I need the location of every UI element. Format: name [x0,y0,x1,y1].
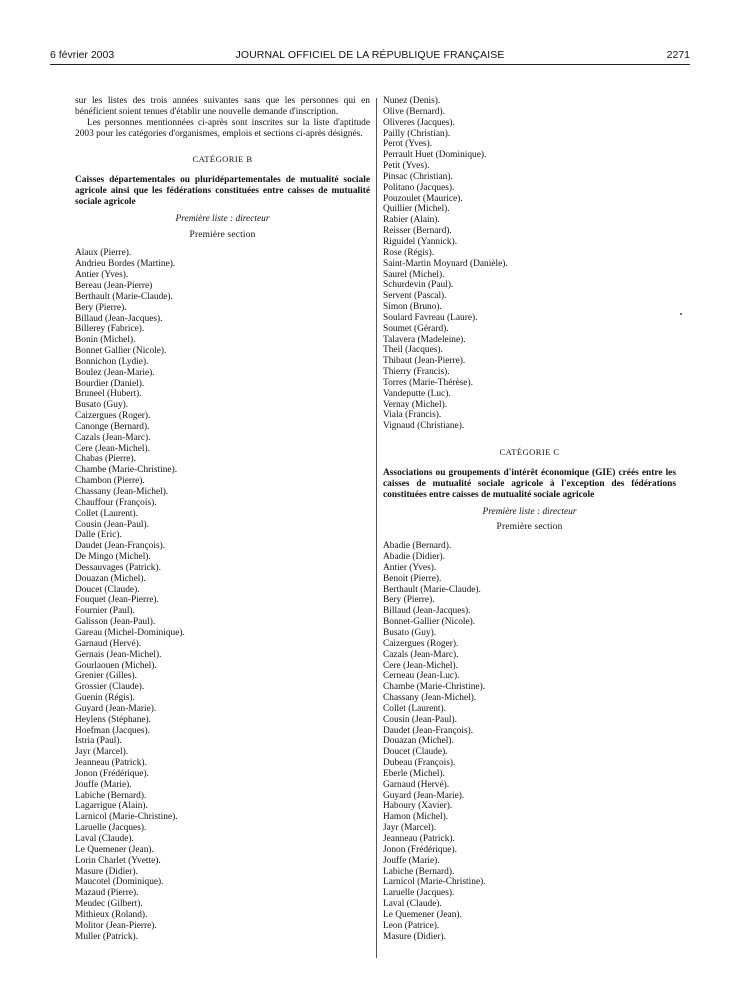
name-entry: Chambon (Pierre). [75,476,145,487]
name-entry: Berthault (Marie-Claude). [383,584,481,595]
name-entry: Dessauvages (Patrick). [75,562,161,573]
name-entry: Andrieu Bordes (Martine). [75,259,176,270]
name-entry: Fournier (Paul). [75,606,135,617]
name-entry: Jonon (Frédérique). [383,844,457,855]
name-entry: Bonnichon (Lydie). [75,356,149,367]
name-entry: Guyard (Jean-Marie). [383,790,465,801]
header-journal-title: JOURNAL OFFICIEL DE LA RÉPUBLIQUE FRANÇAISE [235,49,505,61]
name-entry: Hoefman (Jacques). [75,725,150,736]
name-entry: Quillier (Michel). [383,204,450,215]
name-entry: Leon (Patrice). [383,920,440,931]
name-entry: Chassany (Jean-Michel). [75,487,169,497]
name-entry: Molitor (Jean-Pierre). [75,920,157,931]
name-entry: Torres (Marie-Thérèse). [383,377,473,388]
name-entry: Thierry (Francis). [383,367,450,378]
name-entry: Talavera (Madeleine). [383,334,466,345]
name-entry: Busato (Guy). [383,627,437,638]
name-entry: Guenin (Régis). [75,693,135,704]
header-page-number: 2271 [666,49,690,61]
category-b-heading: CATÉGORIE B [192,154,253,165]
name-entry: Guyard (Jean-Marie). [75,703,157,714]
name-entry: Vandeputte (Luc). [383,388,451,399]
name-entry: Schurdevin (Paul). [383,280,454,291]
name-entry: Cere (Jean-Michel). [383,660,458,671]
name-entry: Pailly (Christian). [383,128,451,139]
name-entry: Rabier (Alain). [383,215,440,226]
name-entry: Rose (Régis). [383,247,435,258]
name-entry: Douazan (Michel). [383,736,454,747]
name-entry: Labiche (Bernard). [383,866,455,877]
name-entry: Saurel (Michel). [383,269,445,280]
name-entry: Maucotel (Dominique). [75,877,164,888]
name-entry: Hamon (Michel). [383,812,449,823]
name-entry: Masure (Didier). [383,931,446,942]
name-entry: Theil (Jacques). [383,345,443,356]
name-entry: Soumet (Gérard). [383,323,449,334]
name-list-category-b-right [383,96,676,432]
name-list-category-b-left [75,248,370,942]
name-entry: Laruelle (Jacques). [75,823,147,834]
name-entry: Chambe (Marie-Christine). [75,465,178,476]
name-entry: Jeanneau (Patrick). [75,758,147,769]
name-entry: Bereau (Jean-Pierre) [75,280,153,291]
name-entry: Le Quemener (Jean). [75,844,154,855]
name-entry: Douazan (Michel). [75,573,146,584]
name-entry: Jouffe (Marie). [383,855,440,866]
category-c-section: Première section [496,522,563,533]
right-column [383,96,676,942]
name-entry: Pouzoulet (Maurice). [383,193,463,204]
name-entry: Antier (Yves). [75,270,129,281]
name-entry: Jeanneau (Patrick). [383,834,455,844]
name-entry: Billaud (Jean-Jacques). [75,313,163,324]
intro-paragraph-2: Les personnes mentionnées ci-après sont inscrites sur la liste d'aptitude 2003 pour les catégories d'organismes, emplois et sections ci-après désignés. [75,117,370,139]
name-entry: Abadie (Bernard). [383,541,452,552]
name-entry: Reisser (Bernard). [383,226,452,237]
name-entry: Thibaut (Jean-Pierre). [383,356,466,367]
name-entry: Gernais (Jean-Michel). [75,649,162,660]
name-entry: Cazals (Jean-Marc). [383,649,459,660]
name-list-category-c [383,541,676,942]
name-entry: Gareau (Michel-Dominique). [75,627,185,638]
name-entry: Bonnet Gallier (Nicole). [75,346,167,357]
name-entry: Cerneau (Jean-Luc). [383,671,460,682]
name-entry: Galisson (Jean-Paul). [75,617,156,628]
name-entry: Eberle (Michel). [383,768,445,779]
name-entry: Jonon (Frédérique). [75,768,149,779]
left-column [75,96,370,942]
name-entry: Perot (Yves). [383,139,433,150]
name-entry: Olive (Bernard). [383,106,445,117]
name-entry: Bonnet-Gallier (Nicole). [383,617,476,628]
name-entry: Dalle (Eric). [75,530,122,541]
name-entry: Vernay (Michel). [383,399,448,410]
name-entry: Boulez (Jean-Marie). [75,367,155,378]
intro-paragraph-1: sur les listes des trois années suivantes sans que les personnes qui en bénéficient soient tenues d'établir une nouvelle demande d'inscription. [75,96,370,117]
name-entry: De Mingo (Michel). [75,552,151,563]
name-entry: Alaux (Pierre). [75,248,132,259]
name-entry: Lagarrigue (Alain). [75,801,148,812]
name-entry: Larnicol (Marie-Christine). [383,877,486,888]
name-entry: Haboury (Xavier). [383,801,453,812]
name-entry: Meudec (Gilbert). [75,899,143,910]
name-entry: Soulard Favreau (Laure). [383,312,478,323]
category-c-heading: CATÉGORIE C [499,447,560,458]
name-entry: Heylens (Stéphane). [75,714,152,725]
name-entry: Saint-Martin Moynard (Danièle). [383,258,508,269]
name-entry: Cousin (Jean-Paul). [383,714,457,725]
name-entry: Laval (Claude). [75,834,134,844]
name-entry: Perrault Huet (Dominique). [383,150,487,161]
name-entry: Chambe (Marie-Christine). [383,682,486,693]
name-entry: Mithieux (Roland). [75,909,148,920]
name-entry: Cazals (Jean-Marc). [75,432,151,443]
name-entry: Gourlaouen (Michel). [75,660,157,671]
name-entry: Muller (Patrick). [75,931,139,942]
name-entry: Politano (Jacques). [383,182,455,193]
name-entry: Simon (Bruno). [383,302,442,313]
name-entry: Vignaud (Christiane). [383,421,465,432]
name-entry: Bery (Pierre). [383,595,435,606]
name-entry: Cere (Jean-Michel). [75,443,150,454]
column-divider [376,98,377,958]
name-entry: Garnaud (Hervé). [75,638,142,649]
name-entry: Collet (Laurent). [75,508,138,519]
name-entry: Laruelle (Jacques). [383,888,455,899]
name-entry: Jayr (Marcel). [383,823,437,834]
name-entry: Garnaud (Hervé). [383,779,450,790]
category-c-liste: Première liste : directeur [482,506,577,517]
name-entry: Riguidel (Yannick). [383,236,458,247]
name-entry: Grossier (Claude). [75,682,145,693]
name-entry: Viala (Francis). [383,410,442,421]
name-entry: Daudet (Jean-François). [383,725,474,736]
category-b-section-title: Caisses départementales ou pluridépartementales de mutualité sociale agricole ainsi que les fédérations constituées entre caisses de mutualité sociale agricole [75,175,370,207]
category-b-section: Première section [189,229,256,240]
name-entry: Fouquet (Jean-Pierre). [75,595,159,606]
name-entry: Antier (Yves). [383,562,437,573]
name-entry: Collet (Laurent). [383,703,446,714]
name-entry: Bruneel (Hubert). [75,389,142,400]
name-entry: Doucet (Claude). [383,747,448,758]
name-entry: Chabas (Pierre). [75,454,136,465]
name-entry: Istria (Paul). [75,736,122,747]
name-entry: Pinsac (Christian). [383,171,453,182]
name-entry: Berthault (Marie-Claude). [75,291,173,302]
name-entry: Jayr (Marcel). [75,747,129,758]
name-entry: Jouffe (Marie). [75,779,132,790]
category-b-liste: Première liste : directeur [175,213,270,224]
name-entry: Caizergues (Roger). [383,638,459,649]
name-entry: Doucet (Claude). [75,584,140,595]
header-rule [50,64,690,65]
name-entry: Billaud (Jean-Jacques). [383,606,471,617]
name-entry: Chassany (Jean-Michel). [383,693,477,704]
name-entry: Caizergues (Roger). [75,411,151,422]
name-entry: Nunez (Denis). [383,96,441,106]
name-entry: Dubeau (François). [383,758,456,769]
name-entry: Bery (Pierre). [75,302,127,313]
name-entry: Canonge (Bernard). [75,421,150,432]
name-entry: Billerey (Fabrice). [75,324,145,335]
name-entry: Daudet (Jean-François). [75,541,166,552]
name-entry: Oliveres (Jacques). [383,117,455,128]
name-entry: Abadie (Didier). [383,552,445,563]
name-entry: Grenier (Gilles). [75,671,137,682]
name-entry: Bonin (Michel). [75,335,136,346]
name-entry: Le Quemener (Jean). [383,909,462,920]
header-date: 6 février 2003 [50,49,115,61]
category-c-section-title: Associations ou groupements d'intérêt économique (GIE) créés entre les caisses de mutualité sociale agricole à l'exception des fédérations constituées entre caisses de mutualité sociale agricole [383,468,676,500]
name-entry: Chauffour (François). [75,497,157,508]
stray-mark [680,313,682,315]
name-entry: Bourdier (Daniel). [75,378,145,389]
name-entry: Lorin Charlet (Yvette). [75,855,161,866]
name-entry: Servent (Pascal). [383,291,447,302]
name-entry: Laval (Claude). [383,899,442,910]
name-entry: Petit (Yves). [383,161,430,172]
name-entry: Masure (Didier). [75,866,138,877]
name-entry: Larnicol (Marie-Christine). [75,812,178,823]
name-entry: Busato (Guy). [75,400,129,411]
page-header [50,49,690,65]
name-entry: Mazaud (Pierre). [75,888,139,899]
name-entry: Cousin (Jean-Paul). [75,519,149,530]
name-entry: Labiche (Bernard). [75,790,147,801]
name-entry: Benoit (Pierre). [383,573,442,584]
